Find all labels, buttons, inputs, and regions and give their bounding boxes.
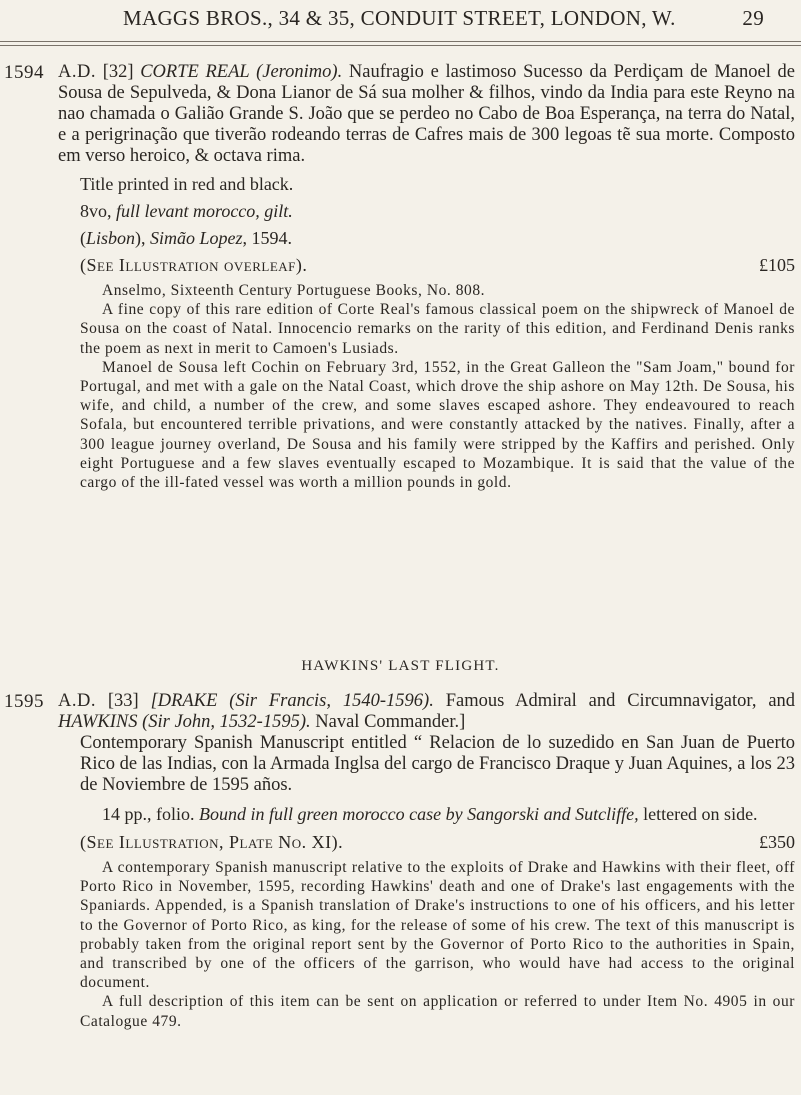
note-paragraph: Manoel de Sousa left Cochin on February 3rd, 1552, in the Great Galleon the "Sam Joam," bound for Portugal, and met with a gale on the Natal Coast, which drove the ship ashore on May 12th. De Sousa, his wife, and child, a number of the crew, and some slaves escaped ashore. They endeavoured to reach Sofala, but encountered terrible privations, and were constantly attacked by the natives. Finally, after a 300 league journey overland, De Sousa and his family were stripped by the Kaffirs and perished. Only eight Portuguese and a few slaves eventually escaped to Mozambique. It is said that the value of the cargo of the ill-fated vessel was worth a million pounds in gold. — [80, 358, 795, 492]
page-number: 29 — [742, 6, 764, 30]
entry-author: CORTE REAL (Jeronimo). — [140, 62, 343, 82]
entry-title: Contemporary Spanish Manuscript entitled “ Relacion de lo suzedido en San Juan de Puerto Rico de las Indias, con la Armada Inglsa del cargo de Francisco Draque y Juan Aquines, a los 23 de Noviembre de 1595 años. — [80, 733, 795, 795]
entry-notes — [80, 281, 795, 492]
entry-year: 1594 — [4, 62, 44, 83]
meta-binding: Bound in full green morocco case by Sangorski and Sutcliffe, — [199, 804, 639, 824]
meta-format: 14 pp., folio. — [102, 804, 195, 824]
entry-author: [DRAKE (Sir Francis, 1540-1596). — [150, 691, 434, 711]
reference-line — [80, 252, 795, 279]
entry-meta — [80, 171, 795, 279]
entry-title-block — [58, 691, 795, 733]
note-paragraph: A contemporary Spanish manuscript relative to the exploits of Drake and Hawkins with their fleet, off Porto Rico in November, 1595, recording Hawkins' death and one of Drake's last engagements with the Spaniards. Appended, is a Spanish translation of Drake's instructions to one of his officers, and his letter to the Governor of Porto Rico, as king, for the release of some of his crew. The text of this manuscript is probably taken from the original report sent by the Governor of Porto Rico to the authorities in Spain, and transcribed by one of the officers of the garrison, who would have had access to the original document. — [80, 859, 795, 992]
note-paragraph: Anselmo, Sixteenth Century Portuguese Books, No. 808. — [102, 282, 486, 299]
entry-number: [32] — [102, 62, 134, 82]
meta-line: Title printed in red and black. — [80, 174, 294, 194]
ad-label: A.D. — [58, 62, 96, 82]
header-rule — [0, 41, 801, 46]
meta-lettering: lettered on side. — [643, 804, 758, 824]
entry-year: 1595 — [4, 691, 44, 712]
meta-line-binding: 8vo, full levant morocco, gilt. — [80, 201, 293, 221]
publisher-name: MAGGS BROS., 34 & 35, CONDUIT STREET, LONDON, W. — [123, 6, 676, 30]
entry-author-rest: Famous Admiral and Circumnavigator, and — [445, 691, 796, 711]
entry-author-2-rest: Naval Commander.] — [315, 712, 466, 732]
entry-author-2: HAWKINS (Sir John, 1532-1595). — [58, 712, 311, 732]
entry-notes — [80, 858, 795, 1031]
entry-title: Naufragio e lastimoso Sucesso da Perdiçam de Manoel de Sousa de Sepulveda, & Dona Lianor de Sá sua molher & filhos, vindo da India para este Reyno na nao chamada o Galião Grande S. João que se perdeo no Cabo de Boa Esperança, na terra do Natal, e a perigrinação que tiverão rodeando terras de Cafres mais de 300 legoas tẽ sua morte. Composto em verso heroico, & octava rima. — [58, 62, 796, 166]
illustration-reference: (See Illustration overleaf). — [80, 255, 308, 275]
illustration-reference: (See Illustration, Plate No. XI). — [80, 832, 344, 852]
price: £105 — [759, 255, 795, 275]
page-header — [0, 6, 801, 31]
ad-label: A.D. — [58, 691, 96, 711]
entry-meta — [80, 802, 795, 854]
meta-line-imprint: (Lisbon), Simão Lopez, 1594. — [80, 228, 293, 248]
entry-title-block — [58, 62, 795, 167]
reference-line — [80, 830, 795, 854]
section-heading: HAWKINS' LAST FLIGHT. — [301, 658, 500, 674]
note-paragraph: A full description of this item can be sent on application or referred to under Item No. 4905 in our Catalogue 479. — [80, 993, 795, 1030]
entry-number: [33] — [107, 691, 139, 711]
note-paragraph: A fine copy of this rare edition of Corte Real's famous classical poem on the shipwreck of Manoel de Sousa on the coast of Natal. Innocencio remarks on the rarity of this edition, and Ferdinand Denis ranks the poem as next in merit to Camoen's Lusiads. — [80, 301, 795, 357]
price: £350 — [759, 832, 795, 852]
